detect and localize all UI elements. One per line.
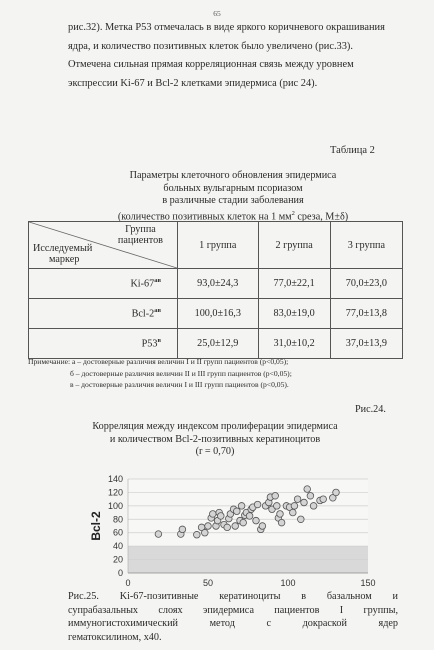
scatter-point [259, 523, 266, 530]
chart-caption-line: и количеством Bcl-2-позитивных кератиноцитов [109, 433, 321, 445]
caption-line: гематоксилином, х40. [68, 631, 162, 643]
table-cell: 37,0±13,9 [330, 329, 402, 359]
scatter-point [179, 526, 186, 533]
chart-caption-line: Корреляция между индексом пролиферации эпидермиса [92, 421, 338, 432]
scatter-point [234, 508, 241, 515]
scatter-point [218, 513, 225, 520]
paragraph-line: Отмечена сильная прямая корреляционная связь между уровнем [68, 59, 354, 70]
table-title-line: Параметры клеточного обновления эпидермиса [129, 170, 337, 181]
note-line: в – достоверные различия величин I и III групп пациентов (р<0,05). [70, 380, 289, 389]
marker-cell: $Ki-67^{ав}$ [29, 269, 178, 299]
scatter-point [274, 503, 281, 510]
scatter-point [301, 499, 308, 506]
paragraph-line: ядра, и количество позитивных клеток было увеличено (рис.33). [68, 40, 353, 52]
marker-cell: Bcl-$2^{ав}$ [29, 299, 178, 329]
figure-caption [68, 590, 398, 644]
table-title-line: в различные стадии заболевания [162, 195, 304, 206]
x-tick-label: 100 [280, 578, 296, 588]
column-header: 2 группа [258, 222, 330, 269]
caption-line: иммуногистохимический метод с докраской ядер [68, 618, 398, 629]
scatter-point [253, 517, 260, 524]
note-line: Примечание: а – достоверные различия величин I и II групп пациентов (р<0,05); [28, 357, 289, 366]
scatter-point [232, 523, 239, 530]
y-tick-label: 80 [112, 514, 123, 525]
page-number: 65 [213, 9, 221, 18]
scatter-point [277, 511, 284, 518]
scatter-point [240, 519, 247, 526]
table-cell: 31,0±10,2 [258, 329, 330, 359]
paragraph-line: экспрессии Ki-67 и Bcl-2 клетками эпидермиса (рис 24). [68, 77, 318, 89]
scatter-point [238, 503, 245, 510]
y-tick-label: 20 [112, 554, 123, 565]
y-tick-label: 140 [107, 474, 123, 484]
scatter-point [310, 503, 317, 510]
scatter-point [298, 516, 305, 523]
x-tick-label: 150 [360, 578, 376, 588]
table-title-line: (количество позитивных клеток на 1 $мм^2$ среза, M±δ) [117, 209, 349, 222]
scatter-point [194, 531, 201, 538]
note-line: б – достоверные различия величин II и III групп пациентов (р<0,05); [70, 368, 292, 378]
scatter-point [224, 524, 231, 531]
table-cell: 70,0±23,0 [330, 269, 402, 299]
header-marker-label: Исследуемый маркер [33, 243, 93, 265]
table-cell: 77,0±13,8 [330, 299, 402, 329]
y-tick-label: 100 [107, 500, 123, 511]
y-axis-label: Bcl-2 [89, 511, 103, 541]
scatter-point [278, 519, 285, 526]
scatter-point [304, 486, 311, 493]
marker-cell: $Р53^в$ [29, 329, 178, 359]
table-title-line: больных вульгарным псориазом [163, 182, 303, 194]
scatter-point [210, 511, 217, 518]
scatter-point [205, 523, 212, 530]
y-tick-label: 40 [112, 541, 123, 552]
column-header: 3 группа [330, 222, 402, 269]
column-header: 1 группа [178, 222, 259, 269]
header-group-label: Группа пациентов [117, 224, 163, 246]
y-tick-label: 60 [112, 527, 123, 538]
table-cell: 25,0±12,9 [178, 329, 259, 359]
table-cell: 77,0±22,1 [258, 269, 330, 299]
scatter-point [294, 496, 301, 503]
scatter-point [320, 496, 327, 503]
scatter-point [333, 489, 340, 496]
y-tick-label: 120 [107, 487, 123, 498]
scatter-point [202, 529, 209, 536]
figure-label: Рис.24. [355, 404, 386, 415]
table-cell: 93,0±24,3 [178, 269, 259, 299]
y-tick-label: 0 [117, 568, 123, 578]
x-tick-label: 50 [202, 578, 214, 588]
scatter-point [272, 492, 279, 499]
table-cell: 83,0±19,0 [258, 299, 330, 329]
scatter-point [290, 509, 297, 516]
caption-line: супрабазальных слоях эпидермиса пациентов I группы, [68, 604, 398, 616]
scatter-point [307, 492, 314, 499]
chart-caption-line: (r = 0,70) [195, 446, 235, 457]
scatter-point [254, 501, 261, 508]
scatter-point [246, 513, 253, 520]
table-cell: 100,0±16,3 [178, 299, 259, 329]
scatter-point [291, 503, 298, 510]
scatter-point [155, 531, 162, 538]
table-label: Таблица 2 [330, 145, 375, 156]
paragraph-line: рис.32). Метка Р53 отмечалась в виде яркого коричневого окрашивания [68, 22, 385, 33]
x-tick-label: 0 [125, 578, 131, 588]
caption-line: Рис.25. Ki-67-позитивные кератиноциты в базальном и [68, 591, 398, 602]
